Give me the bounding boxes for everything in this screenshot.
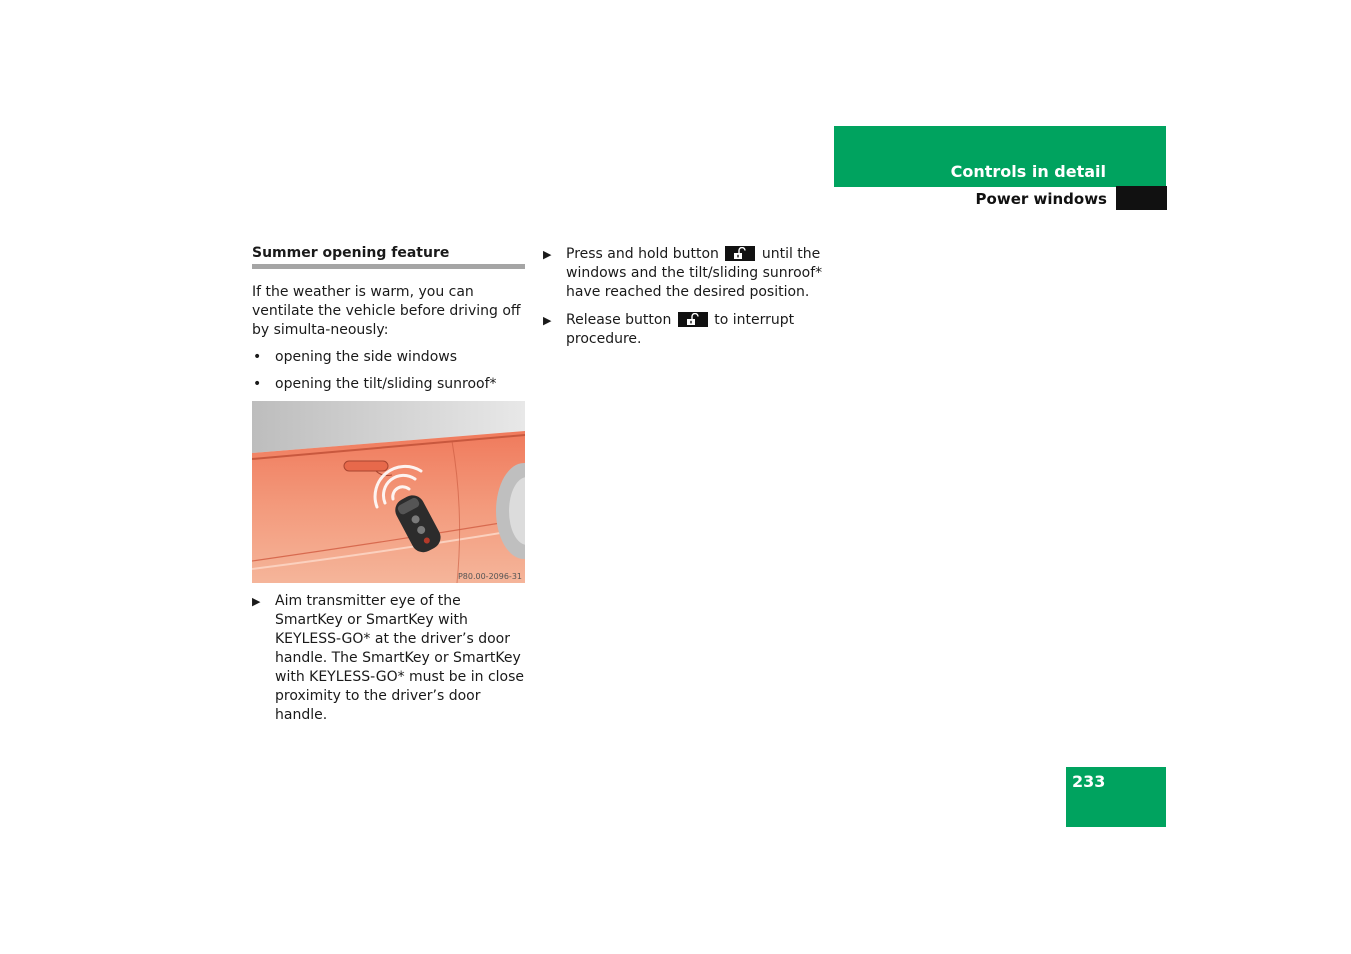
list-item	[252, 348, 525, 367]
figure-code: P80.00-2096-31	[457, 572, 522, 581]
header-chapter-box	[834, 126, 1166, 187]
instruction-text-before: Press and hold button	[566, 246, 719, 262]
instruction-text-before: Release button	[566, 312, 672, 328]
step-marker-icon: ▶	[543, 314, 552, 327]
unlock-icon	[678, 312, 708, 327]
instruction-step	[543, 245, 823, 302]
instruction-step	[543, 311, 823, 349]
intro-paragraph: If the weather is warm, you can ventilate the vehicle before driving off by simulta-neously:	[252, 284, 521, 338]
list-item	[252, 375, 525, 394]
summer-opening-heading: Summer opening feature	[252, 245, 525, 269]
instruction-step	[252, 592, 525, 725]
bullet-icon: •	[253, 349, 262, 365]
smartkey-at-door-handle-illustration	[252, 401, 525, 583]
step-marker-icon: ▶	[252, 595, 261, 608]
chapter-title: Controls in detail	[950, 162, 1106, 181]
page-number-box	[1066, 767, 1166, 827]
step-marker-icon: ▶	[543, 248, 552, 261]
bullet-icon: •	[253, 376, 262, 392]
section-tab-marker	[1116, 186, 1167, 210]
instruction-text-after: until the windows and the tilt/sliding sunroof* have reached the desired position.	[566, 246, 823, 300]
instruction-text-after: to interrupt procedure.	[566, 312, 795, 347]
section-title: Power windows	[975, 190, 1107, 208]
left-column	[252, 245, 525, 725]
unlock-icon	[725, 246, 755, 261]
right-column	[543, 245, 823, 349]
list-item-text: opening the side windows	[275, 349, 458, 365]
page-number: 233	[1072, 772, 1106, 791]
smartkey-door-figure	[252, 401, 525, 583]
list-item-text: opening the tilt/sliding sunroof*	[275, 376, 497, 392]
instruction-text: Aim transmitter eye of the SmartKey or SmartKey with KEYLESS-GO* at the driver’s door handle. The SmartKey or SmartKey with KEYLESS-GO* must be in close proximity to the driver’s door handle.	[275, 593, 524, 723]
